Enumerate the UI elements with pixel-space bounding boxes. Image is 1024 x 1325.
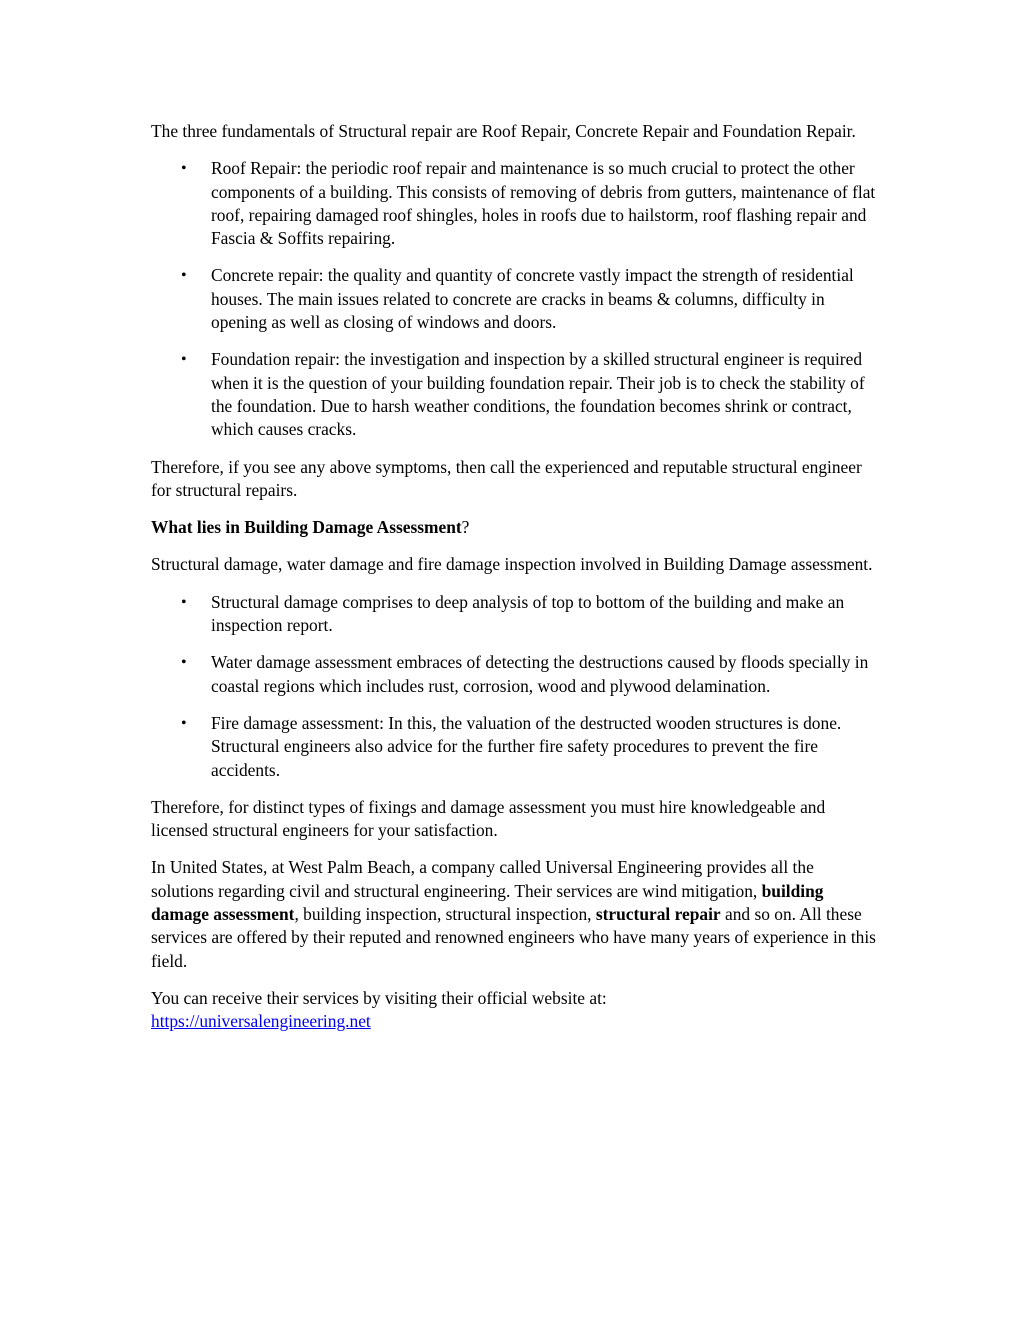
company-paragraph bbox=[151, 856, 876, 972]
section-heading-suffix: ? bbox=[461, 517, 470, 538]
list-item-text: Structural damage comprises to deep analysis of top to bottom of the building and make an inspection report. bbox=[211, 591, 845, 636]
company-text-part-1: In United States, at West Palm Beach, a company called Universal Engineering provides all the solutions regarding civil and structural engineering. Their services are wind mitigation, bbox=[151, 857, 814, 901]
bullet-icon: • bbox=[181, 351, 187, 369]
repair-list bbox=[151, 157, 876, 441]
company-bold-building-damage-assessment: building damage assessment bbox=[151, 880, 824, 925]
website-link[interactable]: https://universalengineering.net bbox=[151, 1011, 371, 1032]
assessment-list bbox=[151, 591, 876, 782]
list-item-text: Fire damage assessment: In this, the valuation of the destructed wooden structures is done. Structural engineers also advice for the further fire safety procedures to prevent the fire accidents. bbox=[211, 712, 842, 780]
section-heading bbox=[151, 516, 876, 539]
company-bold-structural-repair: structural repair bbox=[595, 904, 721, 925]
list-item-text: Concrete repair: the quality and quantity of concrete vastly impact the strength of residential houses. The main issues related to concrete are cracks in beams & columns, difficulty in opening as well as closing of windows and doors. bbox=[211, 265, 854, 333]
bullet-icon: • bbox=[181, 654, 187, 672]
assessment-conclusion-paragraph: Therefore, for distinct types of fixings and damage assessment you must hire knowledgeable and licensed structural engineers for your satisfaction. bbox=[151, 796, 826, 841]
list-item-fire-damage bbox=[151, 712, 876, 782]
list-item-text: Roof Repair: the periodic roof repair and maintenance is so much crucial to protect the other components of a building. This consists of removing of debris from gutters, maintenance of flat roof, repairing damaged roof shingles, holes in roofs due to hailstorm, roof flashing repair and Fascia & Soffits repairing. bbox=[211, 158, 876, 249]
list-item-structural-damage bbox=[151, 591, 876, 638]
list-item-foundation-repair bbox=[151, 348, 876, 441]
website-paragraph bbox=[151, 987, 876, 1034]
list-item-concrete-repair bbox=[151, 264, 876, 334]
assessment-intro-paragraph: Structural damage, water damage and fire damage inspection involved in Building Damage assessment. bbox=[151, 554, 873, 575]
list-item-text: Foundation repair: the investigation and inspection by a skilled structural engineer is required when it is the question of your building foundation repair. Their job is to check the stability of the foundation. Due to harsh weather conditions, the foundation becomes shrink or contract, which causes cracks. bbox=[211, 349, 865, 440]
list-item-text: Water damage assessment embraces of detecting the destructions caused by floods specially in coastal regions which includes rust, corrosion, wood and plywood delamination. bbox=[211, 652, 869, 696]
section-heading-text: What lies in Building Damage Assessment bbox=[151, 517, 462, 538]
bullet-icon: • bbox=[181, 714, 187, 732]
list-item-water-damage bbox=[151, 651, 876, 698]
website-text: You can receive their services by visiting their official website at: bbox=[151, 987, 607, 1008]
company-text-part-2: , building inspection, structural inspection, bbox=[294, 904, 596, 925]
list-item-roof-repair bbox=[151, 157, 876, 250]
bullet-icon: • bbox=[181, 267, 187, 285]
document-page bbox=[151, 120, 876, 1048]
company-text-part-3: and so on. All these services are offered by their reputed and renowned engineers who have many years of experience in this field. bbox=[151, 904, 876, 971]
intro-paragraph: The three fundamentals of Structural repair are Roof Repair, Concrete Repair and Foundation Repair. bbox=[151, 121, 856, 141]
bullet-icon: • bbox=[181, 593, 187, 611]
repair-conclusion-paragraph: Therefore, if you see any above symptoms, then call the experienced and reputable structural engineer for structural repairs. bbox=[151, 456, 862, 500]
bullet-icon: • bbox=[181, 160, 187, 178]
